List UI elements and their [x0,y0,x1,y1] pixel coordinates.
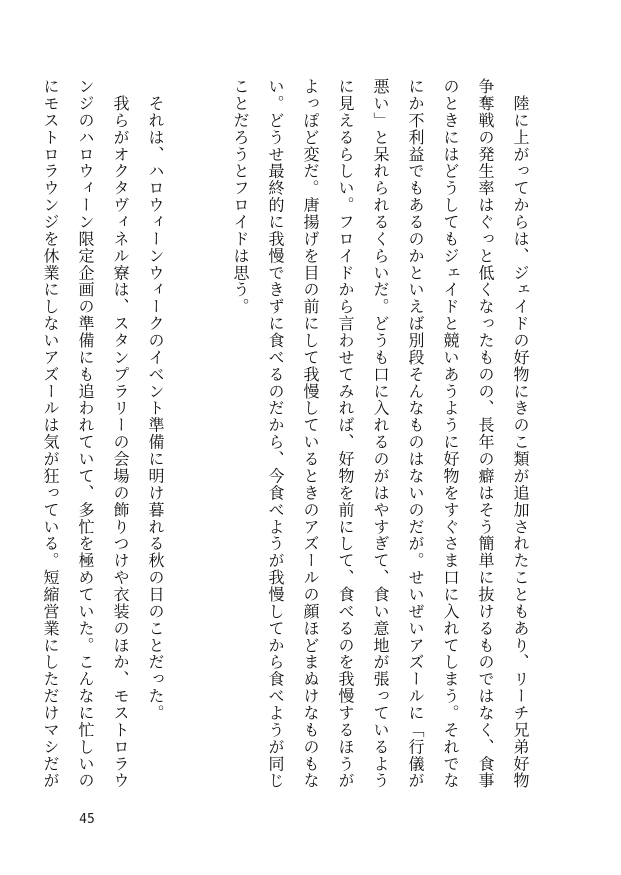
text-line: い。どうせ最終的に我慢できずに食べるのだから、今食べようが我慢してから食べようが同じ [266,78,285,790]
text-line: ことだろうとフロイドは思う。 [231,78,250,316]
page-number: 45 [79,812,95,827]
text-line: 陸に上がってからは、ジェイドの好物にきのこ類が追加されたこともあり、リーチ兄弟好物 [511,78,530,790]
text-line: 我らがオクタヴィネル寮は、スタンプラリーの会場の飾りつけや衣装のほか、モストロラウ [111,78,130,790]
text-line: よっぽど変だ。唐揚げを目の前にして我慢しているときのアズールの顔ほどまぬけなものもな [301,78,320,790]
text-line: にか不利益でもあるのかといえば別段そんなものはないのだが。せいぜいアズールに「行儀が [406,78,425,790]
text-line: 悪い」と呆れられるくらいだ。どうも口に入れるのがはやすぎて、食い意地が張っているよう [371,78,390,790]
body-text [33,78,538,798]
text-line: それは、ハロウィーンウィークのイベント準備に明け暮れる秋の日のことだった。 [146,78,165,722]
blank-line [173,78,223,798]
text-line: 争奪戦の発生率はぐっと低くなったものの、長年の癖はそう簡単に抜けるものではなく、食事 [476,78,495,790]
text-line: にモストロラウンジを休業にしないアズールは気が狂っている。短縮営業にしただけマシだが [41,78,60,790]
text-line: ンジのハロウィーン限定企画の準備にも追われていて、多忙を極めていた。こんなに忙しいの [76,78,95,790]
text-line: に見えるらしい。フロイドから言わせてみれば、好物を前にして、食べるのを我慢するほうが [336,78,355,790]
text-line: のときにはどうしてもジェイドと競いあうように好物をすぐさま口に入れてしまう。それでな [441,78,460,790]
